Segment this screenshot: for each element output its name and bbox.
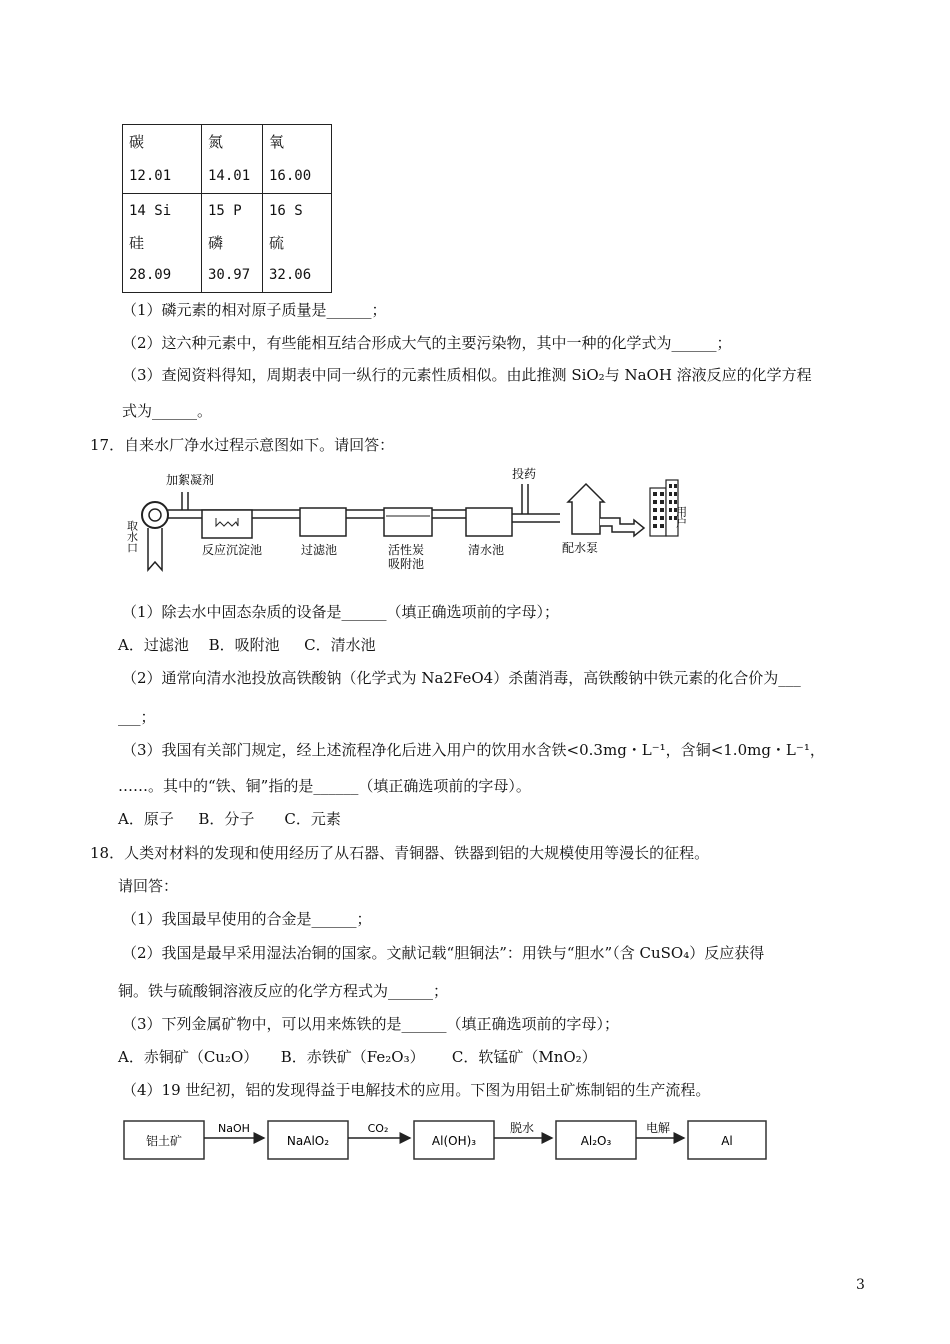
filter-tank-label: 过滤池 (301, 543, 338, 557)
table-row (123, 194, 332, 293)
filter-tank (300, 508, 346, 536)
element-name: 硅 (129, 234, 145, 252)
element-mass: 28.09 (129, 267, 172, 283)
q16-part3-cont: 式为______。 (122, 402, 213, 420)
element-mass: 32.06 (269, 267, 312, 283)
adsorption-tank-label-2: 吸附池 (388, 557, 425, 571)
sedimentation-tank (202, 510, 252, 538)
element-name: 氮 (208, 133, 224, 151)
flow-arrow-label: NaOH (218, 1122, 250, 1135)
q18-part4: （4）19 世纪初，铝的发现得益于电解技术的应用。下图为用铝土矿炼制铝的生产流程。 (122, 1081, 711, 1099)
flow-arrow-label: CO₂ (367, 1122, 389, 1135)
aluminum-flow-diagram (118, 1112, 778, 1168)
q17-part3-options: A．原子 B．分子 C．元素 (118, 810, 341, 828)
element-cell-oxygen (263, 125, 332, 194)
dosing-label: 投药 (512, 467, 537, 481)
q18-part1: （1）我国最早使用的合金是______； (122, 910, 372, 928)
q16-part2: （2）这六种元素中，有些能相互结合形成大气的主要污染物，其中一种的化学式为______； (122, 334, 732, 352)
q17-part1-options: A．过滤池 B．吸附池 C．清水池 (118, 636, 376, 654)
page-number: 3 (856, 1277, 865, 1293)
element-name: 磷 (208, 234, 224, 252)
q18-part3-options: A．赤铜矿（Cu₂O） B．赤铁矿（Fe₂O₃） C．软锰矿（MnO₂） (118, 1048, 597, 1066)
element-name: 碳 (129, 133, 145, 151)
flow-box-label: 铝土矿 (145, 1134, 183, 1148)
q18-prompt: 请回答： (118, 877, 179, 895)
arrow-icon (600, 518, 644, 536)
element-number: 14 Si (129, 203, 172, 219)
clear-water-tank-label: 清水池 (468, 543, 505, 557)
intake-wheel-icon (142, 502, 168, 528)
element-mass: 30.97 (208, 267, 251, 283)
q18-part2: （2）我国是最早采用湿法冶铜的国家。文献记载“胆铜法”：用铁与“胆水”（含 CuSO₄）反应获得 (122, 944, 765, 962)
flow-box-label: Al (721, 1134, 733, 1148)
element-mass: 16.00 (269, 168, 312, 184)
flow-box-label: Al(OH)₃ (431, 1134, 477, 1148)
element-name: 硫 (269, 234, 285, 252)
q17-title: 17．自来水厂净水过程示意图如下。请回答： (90, 436, 395, 454)
pump-label: 配水泵 (562, 541, 599, 555)
element-mass: 14.01 (208, 168, 251, 184)
pump-house-icon (568, 484, 604, 534)
intake-label: 取水口 (125, 520, 139, 553)
periodic-table (122, 124, 332, 293)
element-number: 15 P (208, 203, 242, 219)
q17-part2-cont: ___； (118, 708, 156, 726)
element-cell-nitrogen (202, 125, 263, 194)
q18-part2-cont: 铜。铁与硫酸铜溶液反应的化学方程式为______； (118, 982, 449, 1000)
flow-box-label: NaAlO₂ (286, 1134, 330, 1148)
q18-part3: （3）下列金属矿物中，可以用来炼铁的是______（填正确选项前的字母）； (122, 1015, 620, 1033)
flow-arrow-label: 电解 (645, 1121, 671, 1135)
q16-part3: （3）查阅资料得知，周期表中同一纵行的元素性质相似。由此推测 SiO₂与 NaOH 溶液反应的化学方程 (122, 366, 812, 384)
q16-part1: （1）磷元素的相对原子质量是______； (122, 301, 387, 319)
adsorption-tank (384, 508, 432, 536)
coagulant-label: 加絮凝剂 (166, 473, 215, 487)
q17-part1: （1）除去水中固态杂质的设备是______（填正确选项前的字母）； (122, 603, 560, 621)
element-cell-silicon (123, 194, 202, 293)
flow-box-label: Al₂O₃ (580, 1134, 612, 1148)
water-treatment-diagram (120, 462, 700, 580)
sedimentation-tank-label: 反应沉淀池 (202, 543, 263, 557)
q17-part3: （3）我国有关部门规定，经上述流程净化后进入用户的饮用水含铁<0.3mg・L⁻¹，含铜<1.0mg・L⁻¹， (122, 741, 825, 759)
element-name: 氧 (269, 133, 285, 151)
element-number: 16 S (269, 203, 303, 219)
q17-part2: （2）通常向清水池投放高铁酸钠（化学式为 Na2FeO4）杀菌消毒，高铁酸钠中铁元素的化合价为___ (122, 669, 801, 687)
clear-water-tank (466, 508, 512, 536)
element-mass: 12.01 (129, 168, 172, 184)
adsorption-tank-label: 活性炭 (388, 543, 425, 557)
element-cell-carbon (123, 125, 202, 194)
intake-pipe-icon (148, 528, 162, 570)
table-row (123, 125, 332, 194)
flow-arrow-label: 脱水 (509, 1121, 535, 1135)
element-cell-sulfur (263, 194, 332, 293)
q17-part3-cont: ……。其中的“铁、铜”指的是______（填正确选项前的字母）。 (118, 777, 531, 795)
element-cell-phosphorus (202, 194, 263, 293)
users-label: 用户 (674, 506, 688, 528)
q18-title: 18．人类对材料的发现和使用经历了从石器、青铜器、铁器到铝的大规模使用等漫长的征程。 (90, 844, 710, 862)
